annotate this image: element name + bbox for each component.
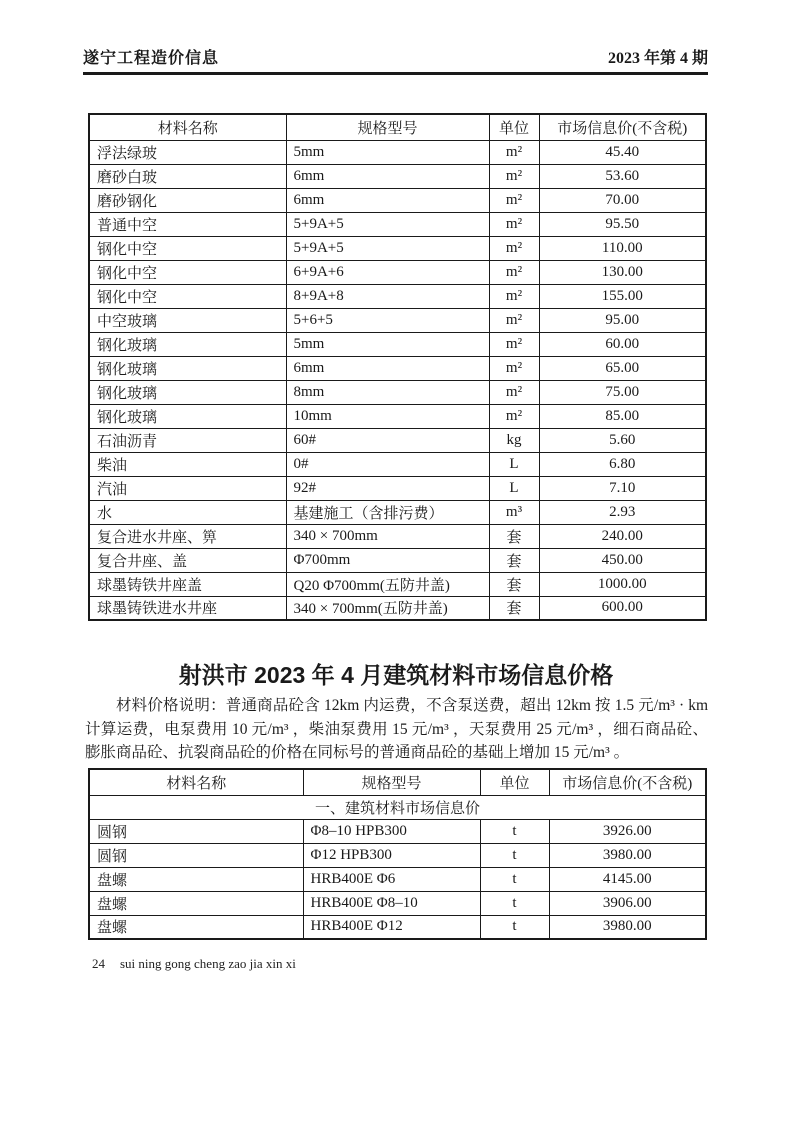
table2-body — [89, 795, 706, 939]
table-row — [89, 548, 706, 572]
table-row — [89, 332, 706, 356]
table-cell: 60# — [286, 428, 489, 452]
running-title-pinyin: sui ning gong cheng zao jia xin xi — [120, 956, 296, 971]
table-row — [89, 428, 706, 452]
table1-head — [89, 114, 706, 140]
table-cell: m² — [489, 380, 539, 404]
table-row — [89, 915, 706, 939]
column-header-material: 材料名称 — [89, 769, 303, 795]
table-cell: 磨砂钢化 — [89, 188, 286, 212]
column-header-spec: 规格型号 — [303, 769, 480, 795]
table-row — [89, 404, 706, 428]
table-cell: 65.00 — [539, 356, 706, 380]
table-cell: m² — [489, 140, 539, 164]
table-cell: 3980.00 — [549, 843, 706, 867]
table-cell: 球墨铸铁进水井座 — [89, 596, 286, 620]
table-cell: HRB400E Φ6 — [303, 867, 480, 891]
table-cell: 3926.00 — [549, 819, 706, 843]
table-cell: 75.00 — [539, 380, 706, 404]
table-cell: 0# — [286, 452, 489, 476]
table-cell: 130.00 — [539, 260, 706, 284]
table-row — [89, 212, 706, 236]
table-cell: 4145.00 — [549, 867, 706, 891]
table-row — [89, 843, 706, 867]
table-cell: 6.80 — [539, 452, 706, 476]
table-cell: 钢化玻璃 — [89, 332, 286, 356]
materials-price-table-1 — [88, 113, 707, 621]
table-cell: 2.93 — [539, 500, 706, 524]
table2-head — [89, 769, 706, 795]
table-cell: m² — [489, 284, 539, 308]
table-cell: 240.00 — [539, 524, 706, 548]
table-cell: 盘螺 — [89, 867, 303, 891]
table-cell: 盘螺 — [89, 915, 303, 939]
table-cell: 340 × 700mm — [286, 524, 489, 548]
table-row — [89, 164, 706, 188]
table-cell: 110.00 — [539, 236, 706, 260]
table-cell: 6mm — [286, 188, 489, 212]
column-header-unit: 单位 — [489, 114, 539, 140]
table-row — [89, 308, 706, 332]
table-cell: t — [480, 867, 549, 891]
table-cell: 7.10 — [539, 476, 706, 500]
table-cell: 钢化中空 — [89, 260, 286, 284]
table-row — [89, 476, 706, 500]
table-cell: 钢化玻璃 — [89, 404, 286, 428]
table-cell: 套 — [489, 596, 539, 620]
table-cell: 8mm — [286, 380, 489, 404]
table-row — [89, 891, 706, 915]
table-cell: 6mm — [286, 164, 489, 188]
table-cell: 中空玻璃 — [89, 308, 286, 332]
table-cell: 5mm — [286, 332, 489, 356]
page-header — [83, 45, 708, 75]
table-cell: m² — [489, 356, 539, 380]
table-cell: 套 — [489, 572, 539, 596]
column-header-material: 材料名称 — [89, 114, 286, 140]
table-cell: 石油沥青 — [89, 428, 286, 452]
table-cell: 3980.00 — [549, 915, 706, 939]
table-cell: 普通中空 — [89, 212, 286, 236]
table-cell: m³ — [489, 500, 539, 524]
table-row — [89, 188, 706, 212]
table-cell: 球墨铸铁井座盖 — [89, 572, 286, 596]
table-row — [89, 572, 706, 596]
table-row — [89, 356, 706, 380]
table-row — [89, 500, 706, 524]
table-cell: 53.60 — [539, 164, 706, 188]
materials-price-table-2-wrapper — [88, 768, 707, 940]
materials-price-table-1-wrapper — [88, 113, 707, 621]
table-cell: L — [489, 452, 539, 476]
section-row — [89, 795, 706, 819]
table-row — [89, 819, 706, 843]
table-cell: Φ12 HPB300 — [303, 843, 480, 867]
table-cell: 60.00 — [539, 332, 706, 356]
table-cell: 磨砂白玻 — [89, 164, 286, 188]
table-cell: 5.60 — [539, 428, 706, 452]
table-cell: 5+6+5 — [286, 308, 489, 332]
table-cell: m² — [489, 308, 539, 332]
table-cell: 钢化中空 — [89, 284, 286, 308]
materials-price-table-2 — [88, 768, 707, 940]
table-cell: 圆钢 — [89, 819, 303, 843]
table1-body — [89, 140, 706, 620]
table-cell: 70.00 — [539, 188, 706, 212]
table-cell: 6+9A+6 — [286, 260, 489, 284]
table-cell: Q20 Φ700mm(五防井盖) — [286, 572, 489, 596]
table-row — [89, 284, 706, 308]
table-cell: 155.00 — [539, 284, 706, 308]
table-cell: 5mm — [286, 140, 489, 164]
table-cell: m² — [489, 260, 539, 284]
table-cell: 5+9A+5 — [286, 236, 489, 260]
table-row — [89, 524, 706, 548]
table-cell: 柴油 — [89, 452, 286, 476]
table-cell: 钢化玻璃 — [89, 356, 286, 380]
table-cell: 95.50 — [539, 212, 706, 236]
table-cell: 10mm — [286, 404, 489, 428]
table-cell: kg — [489, 428, 539, 452]
table-cell: m² — [489, 164, 539, 188]
column-header-unit: 单位 — [480, 769, 549, 795]
table-cell: 600.00 — [539, 596, 706, 620]
page-footer — [92, 956, 296, 972]
issue-label: 2023 年第 4 期 — [607, 50, 708, 67]
table-cell: 340 × 700mm(五防井盖) — [286, 596, 489, 620]
table-cell: m² — [489, 188, 539, 212]
table-row — [89, 236, 706, 260]
table-row — [89, 380, 706, 404]
table-row — [89, 596, 706, 620]
table-cell: 钢化中空 — [89, 236, 286, 260]
table-cell: m² — [489, 236, 539, 260]
table-cell: 1000.00 — [539, 572, 706, 596]
table-cell: 汽油 — [89, 476, 286, 500]
table-header-row — [89, 769, 706, 795]
table-cell: m² — [489, 404, 539, 428]
table-header-row — [89, 114, 706, 140]
column-header-price: 市场信息价(不含税) — [539, 114, 706, 140]
page-number: 24 — [92, 956, 105, 971]
table-cell: 45.40 — [539, 140, 706, 164]
column-header-spec: 规格型号 — [286, 114, 489, 140]
table-cell: t — [480, 819, 549, 843]
table-cell: 92# — [286, 476, 489, 500]
table-cell: t — [480, 891, 549, 915]
table-cell: 3906.00 — [549, 891, 706, 915]
price-note-paragraph: 材料价格说明：普通商品砼含 12km 内运费，不含泵送费，超出 12km 按 1.5 元/m³ · km 计算运费，电泵费用 10 元/m³ ，柴油泵费用 15 元/m³ ，天泵费用 25 元/m³ ，细石商品砼、膨胀商品砼、抗裂商品砼的价格在同标号的普通商品砼的基础上增加 15 元/m³ 。 — [85, 697, 708, 761]
table-cell: 浮法绿玻 — [89, 140, 286, 164]
table-cell: 6mm — [286, 356, 489, 380]
table-row — [89, 452, 706, 476]
table-cell: 圆钢 — [89, 843, 303, 867]
table-cell: HRB400E Φ12 — [303, 915, 480, 939]
table-cell: t — [480, 843, 549, 867]
table-cell: HRB400E Φ8–10 — [303, 891, 480, 915]
section-row-label: 一、建筑材料市场信息价 — [89, 795, 706, 819]
table-cell: 套 — [489, 524, 539, 548]
table-cell: 85.00 — [539, 404, 706, 428]
column-header-price: 市场信息价(不含税) — [549, 769, 706, 795]
table-row — [89, 140, 706, 164]
table-cell: 盘螺 — [89, 891, 303, 915]
table-cell: 450.00 — [539, 548, 706, 572]
journal-title: 遂宁工程造价信息 — [83, 50, 220, 67]
table-cell: 钢化玻璃 — [89, 380, 286, 404]
table-cell: m² — [489, 212, 539, 236]
table-cell: 5+9A+5 — [286, 212, 489, 236]
table-cell: Φ8–10 HPB300 — [303, 819, 480, 843]
table-cell: 8+9A+8 — [286, 284, 489, 308]
section-title: 射洪市 2023 年 4 月建筑材料市场信息价格 — [178, 662, 614, 688]
table-cell: 水 — [89, 500, 286, 524]
table-cell: m² — [489, 332, 539, 356]
table-cell: 95.00 — [539, 308, 706, 332]
table-cell: Φ700mm — [286, 548, 489, 572]
table-row — [89, 260, 706, 284]
table-cell: t — [480, 915, 549, 939]
table-row — [89, 867, 706, 891]
table-cell: 复合进水井座、箅 — [89, 524, 286, 548]
table-cell: L — [489, 476, 539, 500]
table-cell: 套 — [489, 548, 539, 572]
table-cell: 基建施工（含排污费） — [286, 500, 489, 524]
table-cell: 复合井座、盖 — [89, 548, 286, 572]
